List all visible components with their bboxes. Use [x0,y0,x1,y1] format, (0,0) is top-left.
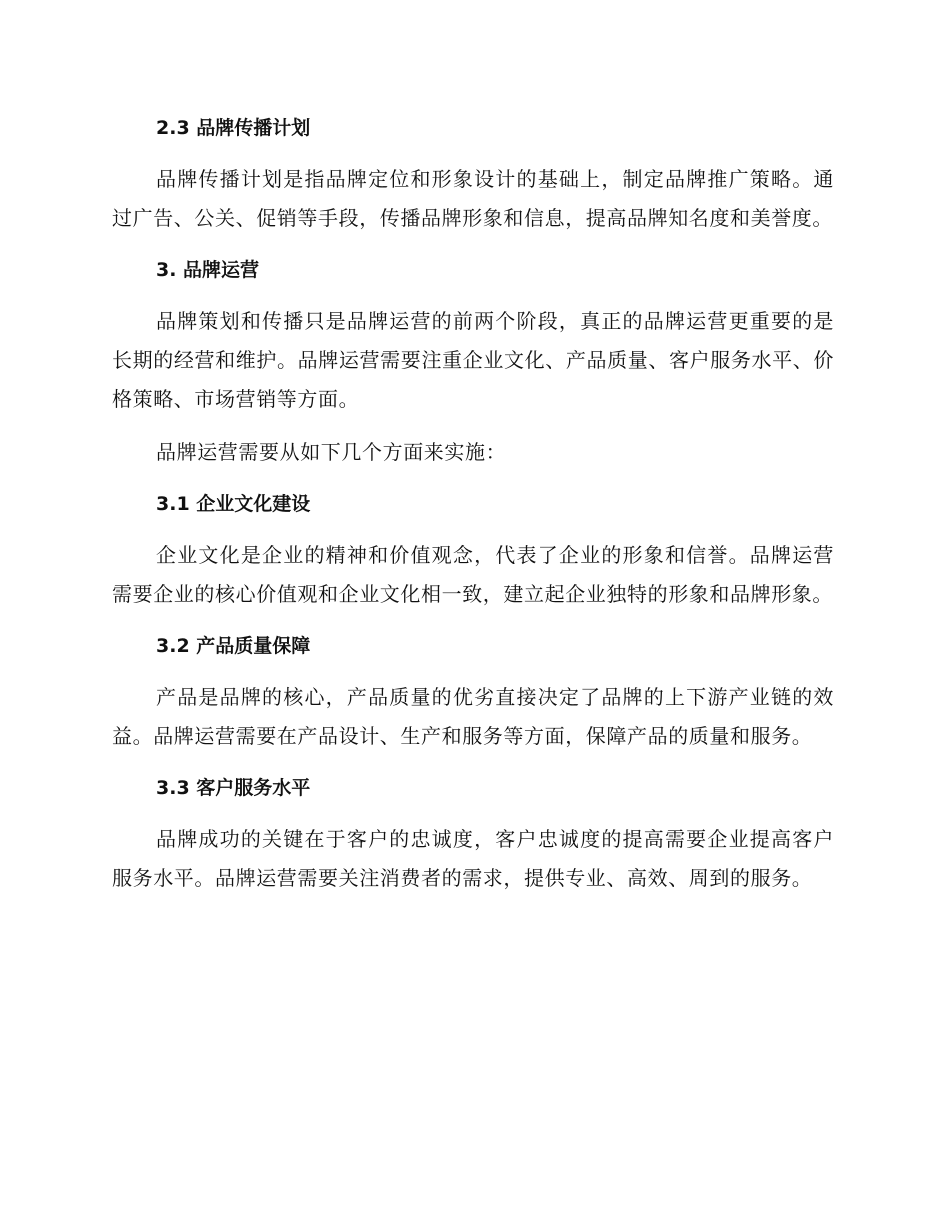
paragraph-corporate-culture: 企业文化是企业的精神和价值观念，代表了企业的形象和信誉。品牌运营需要企业的核心价值观和企业文化相一致，建立起企业独特的形象和品牌形象。 [112,543,834,606]
section-heading-3-1: 3.1 企业文化建设 [156,493,311,515]
paragraph-brand-operation-aspects: 品牌运营需要从如下几个方面来实施： [156,440,507,464]
section-heading-2-3: 2.3 品牌传播计划 [156,117,311,139]
document-body [112,110,834,898]
section-heading-3-2: 3.2 产品质量保障 [156,635,311,657]
section-heading-3: 3. 品牌运营 [156,259,260,281]
paragraph-product-quality: 产品是品牌的核心，产品质量的优劣直接决定了品牌的上下游产业链的效益。品牌运营需要在产品设计、生产和服务等方面，保障产品的质量和服务。 [112,685,834,748]
section-heading-3-3: 3.3 客户服务水平 [156,777,311,799]
paragraph-brand-communication-plan: 品牌传播计划是指品牌定位和形象设计的基础上，制定品牌推广策略。通过广告、公关、促销等手段，传播品牌形象和信息，提高品牌知名度和美誉度。 [112,167,834,230]
paragraph-brand-operation: 品牌策划和传播只是品牌运营的前两个阶段，真正的品牌运营更重要的是长期的经营和维护。品牌运营需要注重企业文化、产品质量、客户服务水平、价格策略、市场营销等方面。 [112,309,834,411]
paragraph-customer-service: 品牌成功的关键在于客户的忠诚度，客户忠诚度的提高需要企业提高客户服务水平。品牌运营需要关注消费者的需求，提供专业、高效、周到的服务。 [112,827,834,890]
